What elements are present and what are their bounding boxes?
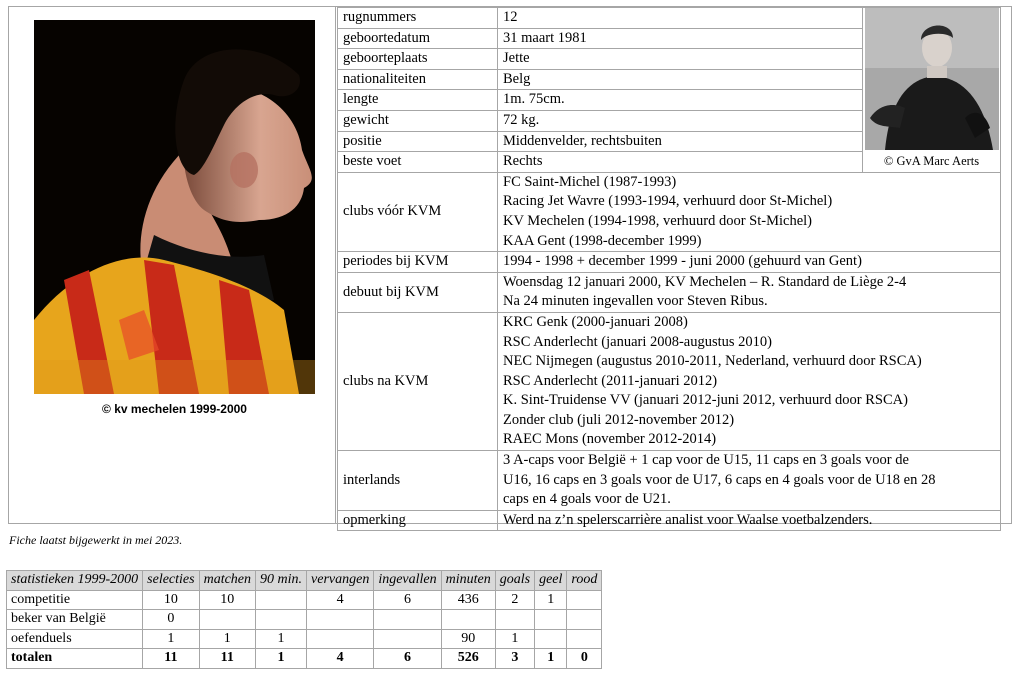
info-label: interlands <box>338 451 498 511</box>
info-row <box>338 172 1001 251</box>
player-photo-gva-image <box>865 8 999 150</box>
info-label: geboorteplaats <box>338 49 498 70</box>
player-photo-kvm-image <box>34 20 315 394</box>
info-value-line: KV Mechelen (1994-1998, verhuurd door St-Michel) <box>503 212 812 229</box>
stats-cell <box>567 610 602 630</box>
info-label: gewicht <box>338 110 498 131</box>
stats-cell: 1 <box>143 629 199 649</box>
player-info-table <box>337 7 1001 531</box>
stats-header-cell: ingevallen <box>374 571 441 591</box>
stats-header-cell: goals <box>495 571 534 591</box>
stats-cell: 1 <box>535 649 567 669</box>
info-value-line: Middenvelder, rechtsbuiten <box>503 132 662 149</box>
stats-cell: 4 <box>307 590 374 610</box>
info-value <box>498 510 1001 531</box>
stats-cell: 1 <box>535 590 567 610</box>
stats-cell: 3 <box>495 649 534 669</box>
stats-cell <box>567 629 602 649</box>
stats-cell: 1 <box>256 649 307 669</box>
info-label: lengte <box>338 90 498 111</box>
info-value-line: 31 maart 1981 <box>503 29 587 46</box>
stats-row-label: oefenduels <box>7 629 143 649</box>
info-row <box>338 272 1001 312</box>
info-value-line: FC Saint-Michel (1987-1993) <box>503 173 677 190</box>
stats-total-row <box>7 649 602 669</box>
stats-cell <box>567 590 602 610</box>
stats-header-cell: vervangen <box>307 571 374 591</box>
info-value-line: 12 <box>503 9 518 25</box>
info-label: positie <box>338 131 498 152</box>
stats-header-cell: rood <box>567 571 602 591</box>
stats-header-cell: 90 min. <box>256 571 307 591</box>
stats-cell: 0 <box>143 610 199 630</box>
stats-cell: 1 <box>256 629 307 649</box>
last-updated-note: Fiche laatst bijgewerkt in mei 2023. <box>9 533 183 547</box>
info-label: clubs vóór KVM <box>338 172 498 251</box>
stats-cell: 90 <box>441 629 495 649</box>
info-value-line: RSC Anderlecht (januari 2008-augustus 2010) <box>503 333 773 350</box>
info-label: rugnummers <box>338 8 498 29</box>
stats-cell <box>495 610 534 630</box>
info-value <box>498 49 863 70</box>
info-value <box>498 28 863 49</box>
info-value <box>498 152 863 173</box>
stats-cell: 6 <box>374 590 441 610</box>
stats-row <box>7 629 602 649</box>
side-photo-cell <box>863 8 1001 173</box>
stats-cell: 2 <box>495 590 534 610</box>
info-value <box>498 8 863 29</box>
stats-cell <box>307 629 374 649</box>
info-value <box>498 451 1001 511</box>
info-value-line: Zonder club (juli 2012-november 2012) <box>503 411 735 428</box>
info-row <box>338 252 1001 273</box>
info-row <box>338 510 1001 531</box>
stats-cell: 11 <box>199 649 255 669</box>
stats-cell <box>307 610 374 630</box>
info-label: beste voet <box>338 152 498 173</box>
player-photo-kvm <box>34 20 315 394</box>
stats-header-cell: statistieken 1999-2000 <box>7 571 143 591</box>
stats-cell <box>256 610 307 630</box>
stats-table <box>6 570 602 669</box>
info-value <box>498 90 863 111</box>
stats-header-cell: matchen <box>199 571 255 591</box>
info-value <box>498 172 1001 251</box>
stats-cell: 6 <box>374 649 441 669</box>
stats-cell <box>256 590 307 610</box>
info-value-line: NEC Nijmegen (augustus 2010-2011, Nederland, verhuurd door RSCA) <box>503 353 922 370</box>
stats-cell: 10 <box>199 590 255 610</box>
info-value-line: KRC Genk (2000-januari 2008) <box>503 313 688 330</box>
stats-cell <box>374 629 441 649</box>
player-photo-gva <box>865 8 999 150</box>
stats-header-cell: selecties <box>143 571 199 591</box>
info-row <box>338 312 1001 450</box>
info-label: geboortedatum <box>338 28 498 49</box>
info-value-line: Woensdag 12 januari 2000, KV Mechelen – R. Standard de Liège 2-4 <box>503 273 907 290</box>
info-row <box>338 8 1001 29</box>
info-label: clubs na KVM <box>338 312 498 450</box>
info-value <box>498 110 863 131</box>
info-label: nationaliteiten <box>338 69 498 90</box>
info-value-line: U16, 16 caps en 3 goals voor de U17, 6 caps en 4 goals voor de U18 en 28 <box>503 471 936 488</box>
stats-cell <box>199 610 255 630</box>
stats-cell: 4 <box>307 649 374 669</box>
stats-row-label: competitie <box>7 590 143 610</box>
main-photo-caption: © kv mechelen 1999-2000 <box>102 402 247 416</box>
info-value-line: 3 A-caps voor België + 1 cap voor de U15, 11 caps en 3 goals voor de <box>503 452 909 469</box>
info-value-line: RSC Anderlecht (2011-januari 2012) <box>503 372 718 389</box>
stats-header-cell: geel <box>535 571 567 591</box>
stats-cell <box>535 610 567 630</box>
stats-row-label: beker van België <box>7 610 143 630</box>
info-value-line: 1994 - 1998 + december 1999 - juni 2000 (gehuurd van Gent) <box>503 253 862 270</box>
stats-row <box>7 590 602 610</box>
info-value <box>498 131 863 152</box>
stats-row <box>7 610 602 630</box>
info-value-line: Jette <box>503 50 530 67</box>
info-value <box>498 272 1001 312</box>
info-value-line: KAA Gent (1998-december 1999) <box>503 232 702 249</box>
stats-cell: 1 <box>495 629 534 649</box>
info-row <box>338 451 1001 511</box>
info-label: debuut bij KVM <box>338 272 498 312</box>
info-value-line: K. Sint-Truidense VV (januari 2012-juni 2012, verhuurd door RSCA) <box>503 392 908 409</box>
info-value-line: Racing Jet Wavre (1993-1994, verhuurd door St-Michel) <box>503 193 833 210</box>
info-value-line: 1m. 75cm. <box>503 91 565 108</box>
info-label: periodes bij KVM <box>338 252 498 273</box>
stats-cell: 436 <box>441 590 495 610</box>
info-value-line: Werd na z’n spelerscarrière analist voor Waalse voetbalzenders. <box>503 511 873 528</box>
stats-cell <box>374 610 441 630</box>
info-value-line: RAEC Mons (november 2012-2014) <box>503 431 717 448</box>
side-photo-caption: © GvA Marc Aerts <box>883 154 980 168</box>
stats-cell: 526 <box>441 649 495 669</box>
info-label: opmerking <box>338 510 498 531</box>
stats-cell: 10 <box>143 590 199 610</box>
stats-header-cell: minuten <box>441 571 495 591</box>
info-value <box>498 312 1001 450</box>
info-value <box>498 69 863 90</box>
info-value-line: Na 24 minuten ingevallen voor Steven Ribus. <box>503 293 768 310</box>
info-value-line: Belg <box>503 70 531 87</box>
stats-cell <box>441 610 495 630</box>
info-value <box>498 252 1001 273</box>
info-value-line: 72 kg. <box>503 111 540 128</box>
stats-cell: 11 <box>143 649 199 669</box>
stats-cell <box>535 629 567 649</box>
stats-row-label: totalen <box>7 649 143 669</box>
info-value-line: caps en 4 goals voor de U21. <box>503 491 671 508</box>
stats-cell: 0 <box>567 649 602 669</box>
info-value-line: Rechts <box>503 153 543 170</box>
stats-cell: 1 <box>199 629 255 649</box>
